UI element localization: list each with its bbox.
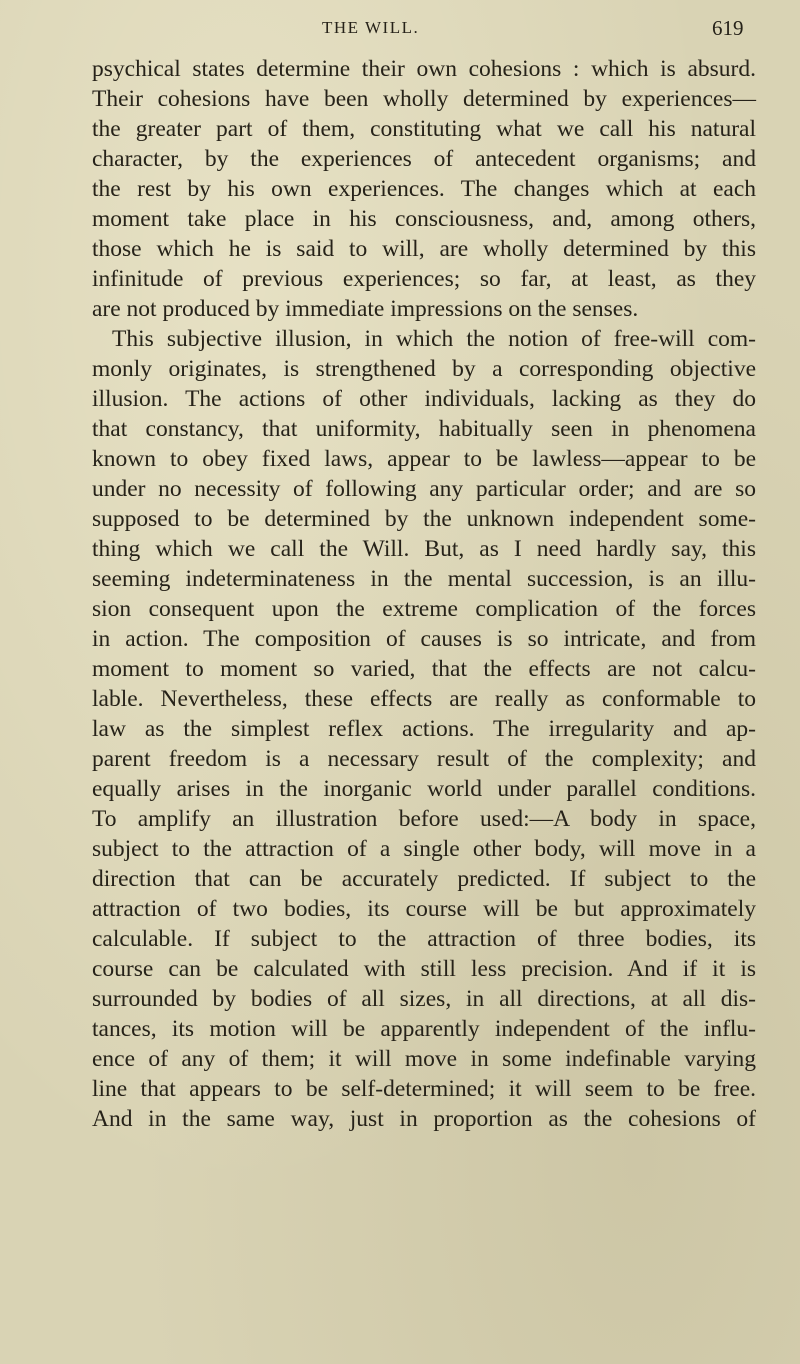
text-line: thing which we call the Will. But, as I need hardly say, this	[92, 536, 756, 562]
text-line: known to obey fixed laws, appear to be lawless—appear to be	[92, 446, 756, 472]
text-line: psychical states determine their own cohesions : which is absurd.	[92, 56, 756, 82]
text-line: course can be calculated with still less precision. And if it is	[92, 956, 756, 982]
text-line: ence of any of them; it will move in some indefinable varying	[92, 1046, 756, 1072]
text-line: direction that can be accurately predicted. If subject to the	[92, 866, 756, 892]
text-line: equally arises in the inorganic world under parallel conditions.	[92, 776, 756, 802]
text-line: tances, its motion will be apparently independent of the influ-	[92, 1016, 756, 1042]
text-line: surrounded by bodies of all sizes, in all directions, at all dis-	[92, 986, 756, 1012]
text-line: are not produced by immediate impressions on the senses.	[92, 296, 639, 322]
text-line: that constancy, that uniformity, habitually seen in phenomena	[92, 416, 756, 442]
text-line: under no necessity of following any particular order; and are so	[92, 476, 756, 502]
page-header	[0, 16, 800, 46]
text-line: subject to the attraction of a single other body, will move in a	[92, 836, 756, 862]
text-line: law as the simplest reflex actions. The irregularity and ap-	[92, 716, 756, 742]
running-head: THE WILL.	[322, 18, 420, 37]
text-line: calculable. If subject to the attraction of three bodies, its	[92, 926, 756, 952]
text-line: To amplify an illustration before used:—A body in space,	[92, 806, 756, 832]
text-line: moment to moment so varied, that the effects are not calcu-	[92, 656, 756, 682]
text-line: moment take place in his consciousness, and, among others,	[92, 206, 756, 232]
text-line: line that appears to be self-determined; it will seem to be free.	[92, 1076, 756, 1102]
text-line: illusion. The actions of other individuals, lacking as they do	[92, 386, 756, 412]
text-line: in action. The composition of causes is so intricate, and from	[92, 626, 756, 652]
text-line: Their cohesions have been wholly determined by experiences—	[92, 86, 756, 112]
text-line: parent freedom is a necessary result of the complexity; and	[92, 746, 756, 772]
text-line: those which he is said to will, are wholly determined by this	[92, 236, 756, 262]
text-line: seeming indeterminateness in the mental succession, is an illu-	[92, 566, 756, 592]
text-line: the greater part of them, constituting what we call his natural	[92, 116, 756, 142]
text-line: sion consequent upon the extreme complication of the forces	[92, 596, 756, 622]
body-text	[92, 54, 756, 1134]
text-line: character, by the experiences of antecedent organisms; and	[92, 146, 756, 172]
text-line: supposed to be determined by the unknown independent some-	[92, 506, 756, 532]
text-line: This subjective illusion, in which the notion of free-will com-	[112, 326, 756, 352]
text-line: infinitude of previous experiences; so far, at least, as they	[92, 266, 756, 292]
text-line: attraction of two bodies, its course will be but approximately	[92, 896, 756, 922]
text-line: the rest by his own experiences. The changes which at each	[92, 176, 756, 202]
text-line: lable. Nevertheless, these effects are really as conformable to	[92, 686, 756, 712]
text-line: monly originates, is strengthened by a corresponding objective	[92, 356, 756, 382]
text-line: And in the same way, just in proportion as the cohesions of	[92, 1106, 756, 1132]
page-number: 619	[712, 16, 744, 40]
